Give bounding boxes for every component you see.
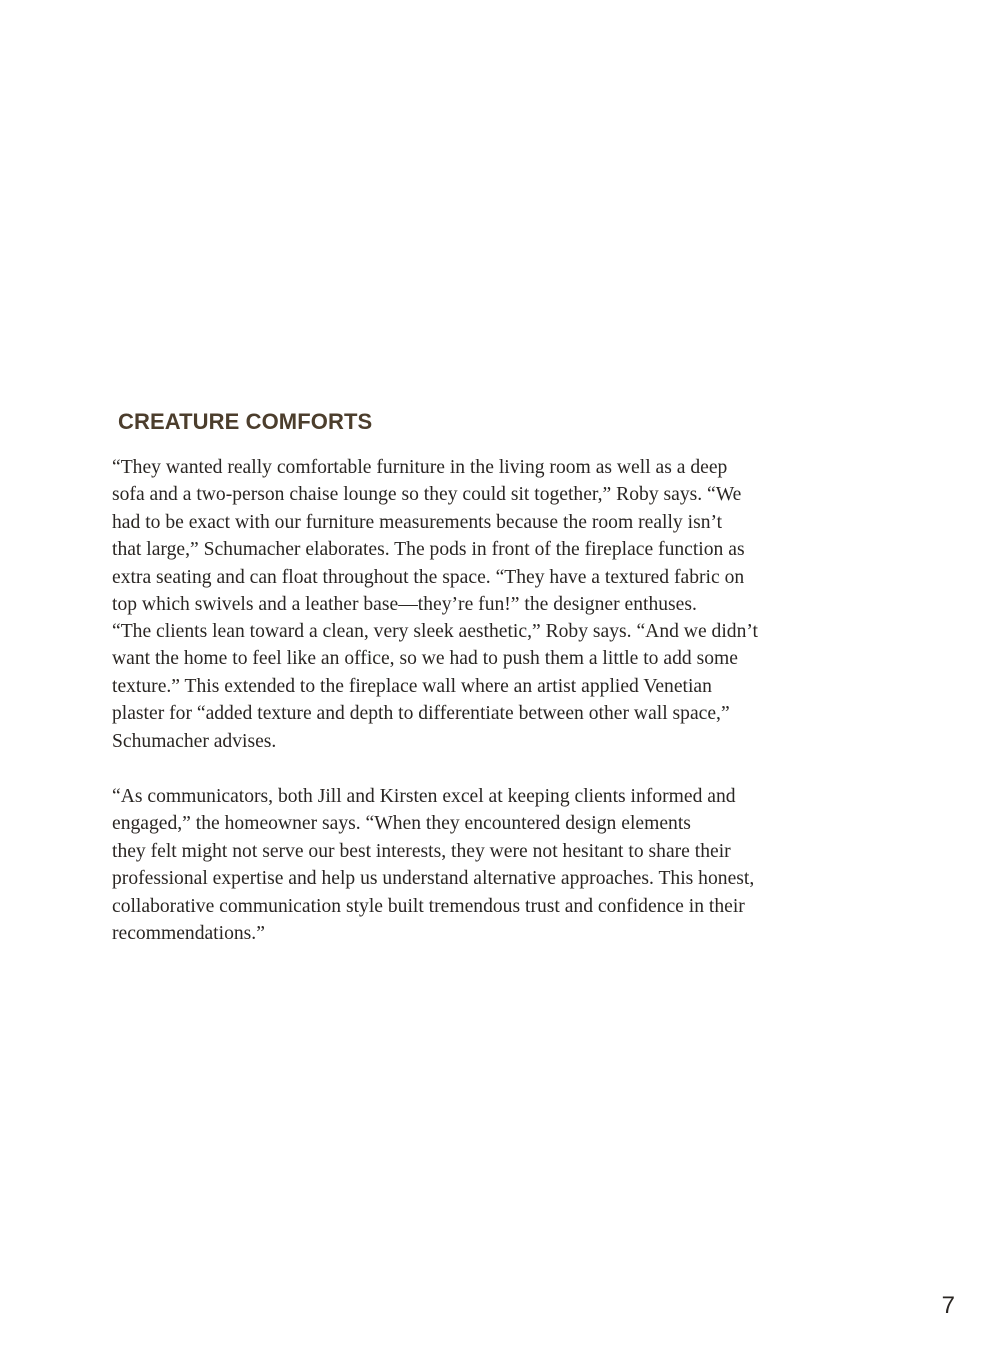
paragraph-aesthetic xyxy=(112,618,758,755)
text-line: engaged,” the homeowner says. “When they encountered design elements xyxy=(112,813,691,835)
text-line: want the home to feel like an office, so we had to push them a little to add some xyxy=(112,648,738,670)
text-line: recommendations.” xyxy=(112,922,265,944)
paragraph-furniture xyxy=(112,454,745,618)
text-line: collaborative communication style built tremendous trust and confidence in their xyxy=(112,895,745,917)
text-line: they felt might not serve our best interests, they were not hesitant to share their xyxy=(112,840,731,862)
text-line: “As communicators, both Jill and Kirsten excel at keeping clients informed and xyxy=(112,786,736,807)
text-line: texture.” This extended to the fireplace wall where an artist applied Venetian xyxy=(112,675,712,697)
page-number: 7 xyxy=(941,1292,955,1319)
text-line: “The clients lean toward a clean, very sleek aesthetic,” Roby says. “And we didn’t xyxy=(112,621,759,642)
text-line: professional expertise and help us understand alternative approaches. This honest, xyxy=(112,868,755,890)
text-line: “They wanted really comfortable furniture in the living room as well as a deep xyxy=(112,457,728,478)
paragraph-communication xyxy=(112,783,754,947)
text-line: that large,” Schumacher elaborates. The pods in front of the fireplace function as xyxy=(112,539,745,561)
text-line: top which swivels and a leather base—they’re fun!” the designer enthuses. xyxy=(112,593,697,615)
text-line: had to be exact with our furniture measurements because the room really isn’t xyxy=(112,511,723,533)
text-line: Schumacher advises. xyxy=(112,730,277,752)
text-line: plaster for “added texture and depth to differentiate between other wall space,” xyxy=(112,703,730,725)
text-line: extra seating and can float throughout the space. “They have a textured fabric on xyxy=(112,566,745,588)
text-line: sofa and a two-person chaise lounge so they could sit together,” Roby says. “We xyxy=(112,484,742,506)
section-heading: CREATURE COMFORTS xyxy=(118,409,373,434)
